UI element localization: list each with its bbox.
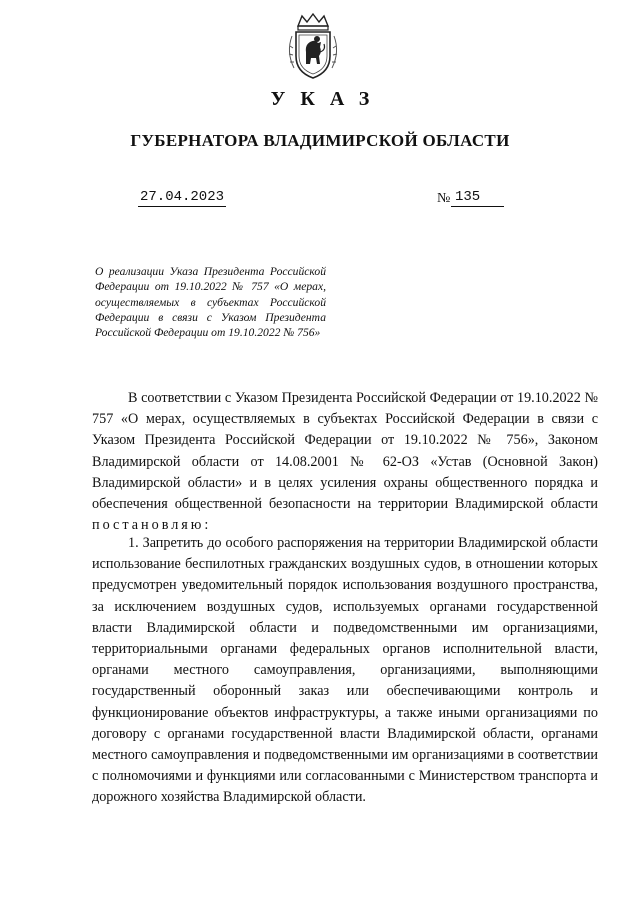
- decree-word: постановляю:: [92, 517, 212, 534]
- coat-of-arms-icon: [284, 12, 342, 82]
- decree-date: 27.04.2023: [140, 189, 225, 205]
- number-label: №: [437, 191, 451, 206]
- decree-subject: О реализации Указа Президента Российской Федерации от 19.10.2022 № 757 «О мерах, осуществляемых в субъектах Российской Федерации в связи с Указом Президента Российской Федерации от 19.10.2022 № 756»: [95, 265, 326, 340]
- preamble-paragraph: [92, 388, 598, 536]
- document-title: УКАЗ: [270, 88, 385, 110]
- preamble-text: В соответствии с Указом Президента Российской Федерации от 19.10.2022 № 757 «О мерах, осуществляемых в субъектах Российской Федерации в связи с Указом Президента Российской Федерации от 19.10.2022 № 756», Законом Владимирской области от 14.08.2001 № 62-ОЗ «Устав (Основной Закон) Владимирской области» и в целях усиления охраны общественного порядка и обеспечения общественной безопасности на территории Владимирской области: [92, 390, 598, 513]
- item-1-text: 1. Запретить до особого распоряжения на территории Владимирской области использование беспилотных гражданских воздушных судов, в отношении которых предусмотрен уведомительный порядок использования воздушного пространства, за исключением воздушных судов, используемых органами государственной власти Владимирской области и подведомственными им организациями, территориальными органами федеральных органов исполнительной власти, органами местного самоуправления, организациями, выполняющими государственный оборонный заказ или обеспечивающими контроль и функционирование объектов инфраструктуры, а также иными организациями по договору с органами государственной власти Владимирской области, органами местного самоуправления и подведомственными им организациями в соответствии с полномочиями и функциями или согласованными с Министерством транспорта и дорожного хозяйства Владимирской области.: [92, 535, 598, 806]
- item-1-paragraph: [92, 533, 598, 809]
- decree-number: 135: [451, 189, 504, 207]
- issuer-title: ГУБЕРНАТОРА ВЛАДИМИРСКОЙ ОБЛАСТИ: [130, 131, 510, 150]
